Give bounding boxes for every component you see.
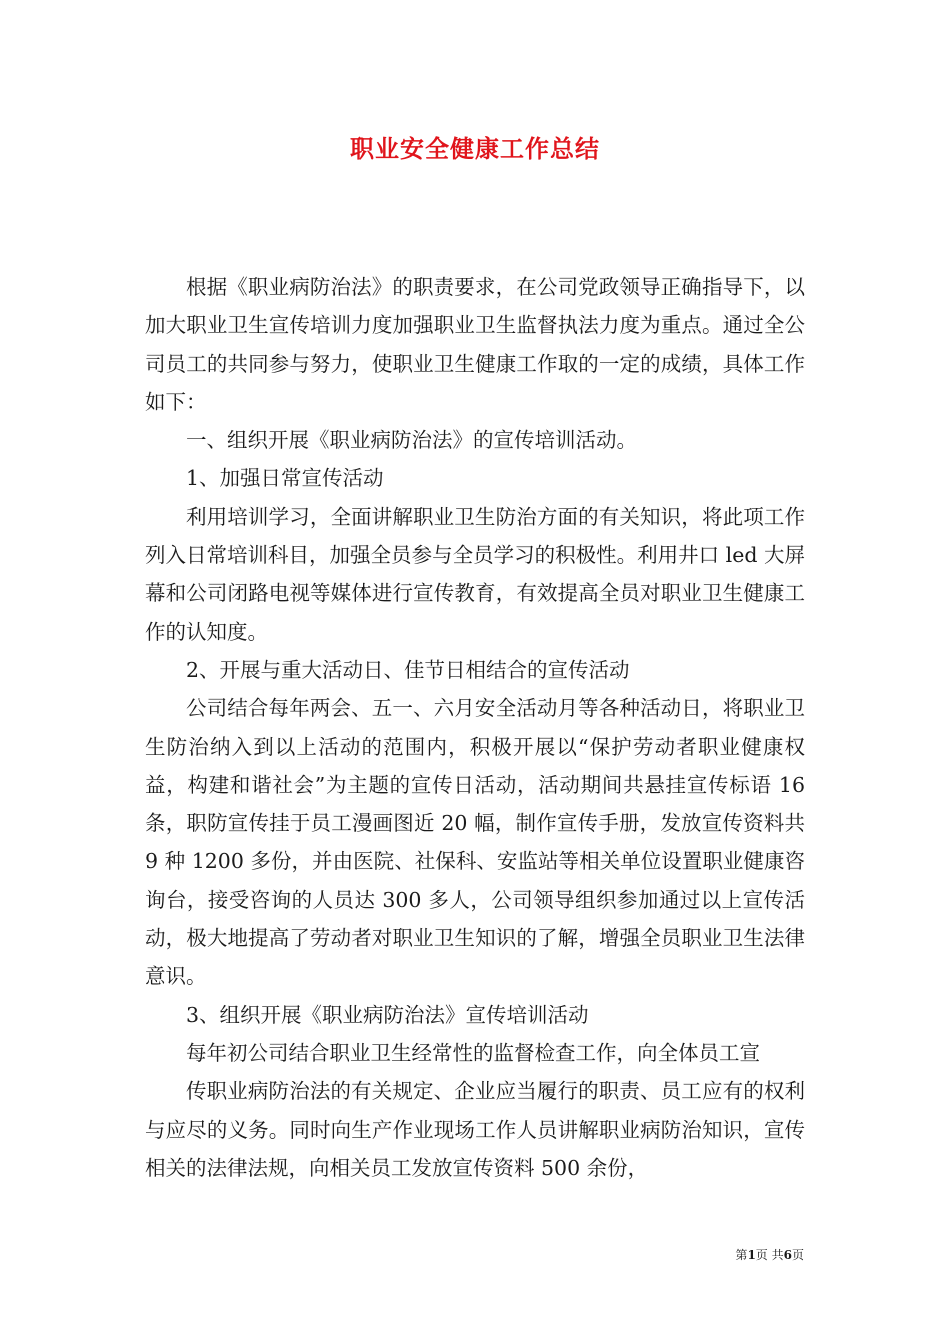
paragraph-law-publicity: 传职业病防治法的有关规定、企业应当履行的职责、员工应有的权利与应尽的义务。同时向生产作业现场工作人员讲解职业病防治知识，宣传相关的法律法规，向相关员工发放宣传资料 500 余份，: [145, 1079, 805, 1180]
paragraph-event-publicity: 公司结合每年两会、五一、六月安全活动月等各种活动日，将职业卫生防治纳入到以上活动的范围内，积极开展以“保护劳动者职业健康权益，构建和谐社会”为主题的宣传日活动，活动期间共悬挂宣传标语 16 条，职防宣传挂于员工漫画图近 20 幅，制作宣传手册，发放宣传资料共 9 种 1200 多份，并由医院、社保科、安监站等相关单位设置职业健康咨询台，接受咨询的人员达 300 多人，公司领导组织参加通过以上宣传活动，极大地提高了劳动者对职业卫生知识的了解，增强全员职业卫生法律意识。: [145, 696, 805, 989]
paragraph-daily-publicity: 利用培训学习，全面讲解职业卫生防治方面的有关知识，将此项工作列入日常培训科目，加强全员参与全员学习的积极性。利用井口 led 大屏幕和公司闭路电视等媒体进行宣传教育，有效提高全员对职业卫生健康工作的认知度。: [145, 504, 805, 644]
paragraph-intro: 根据《职业病防治法》的职责要求，在公司党政领导正确指导下，以加大职业卫生宣传培训力度加强职业卫生监督执法力度为重点。通过全公司员工的共同参与努力，使职业卫生健康工作取的一定的成绩，具体工作如下：: [145, 275, 805, 414]
footer-total-pages: 6: [783, 1248, 792, 1262]
paragraph-annual-training: 每年初公司结合职业卫生经常性的监督检查工作，向全体员工宣: [186, 1040, 760, 1065]
document-title: 职业安全健康工作总结: [350, 134, 600, 163]
footer-page-number: 1: [747, 1248, 756, 1262]
section-heading-1: 一、组织开展《职业病防治法》的宣传培训活动。: [186, 428, 637, 453]
subheading-2: 2、开展与重大活动日、佳节日相结合的宣传活动: [186, 657, 630, 682]
footer-suffix: 页: [791, 1248, 804, 1262]
document-body: [145, 268, 805, 1187]
subheading-3: 3、组织开展《职业病防治法》宣传培训活动: [186, 1002, 589, 1027]
subheading-1: 1、加强日常宣传活动: [186, 466, 384, 491]
footer-prefix: 第: [735, 1248, 748, 1262]
page-number-footer: [735, 1247, 804, 1263]
footer-middle: 页 共: [755, 1248, 784, 1262]
